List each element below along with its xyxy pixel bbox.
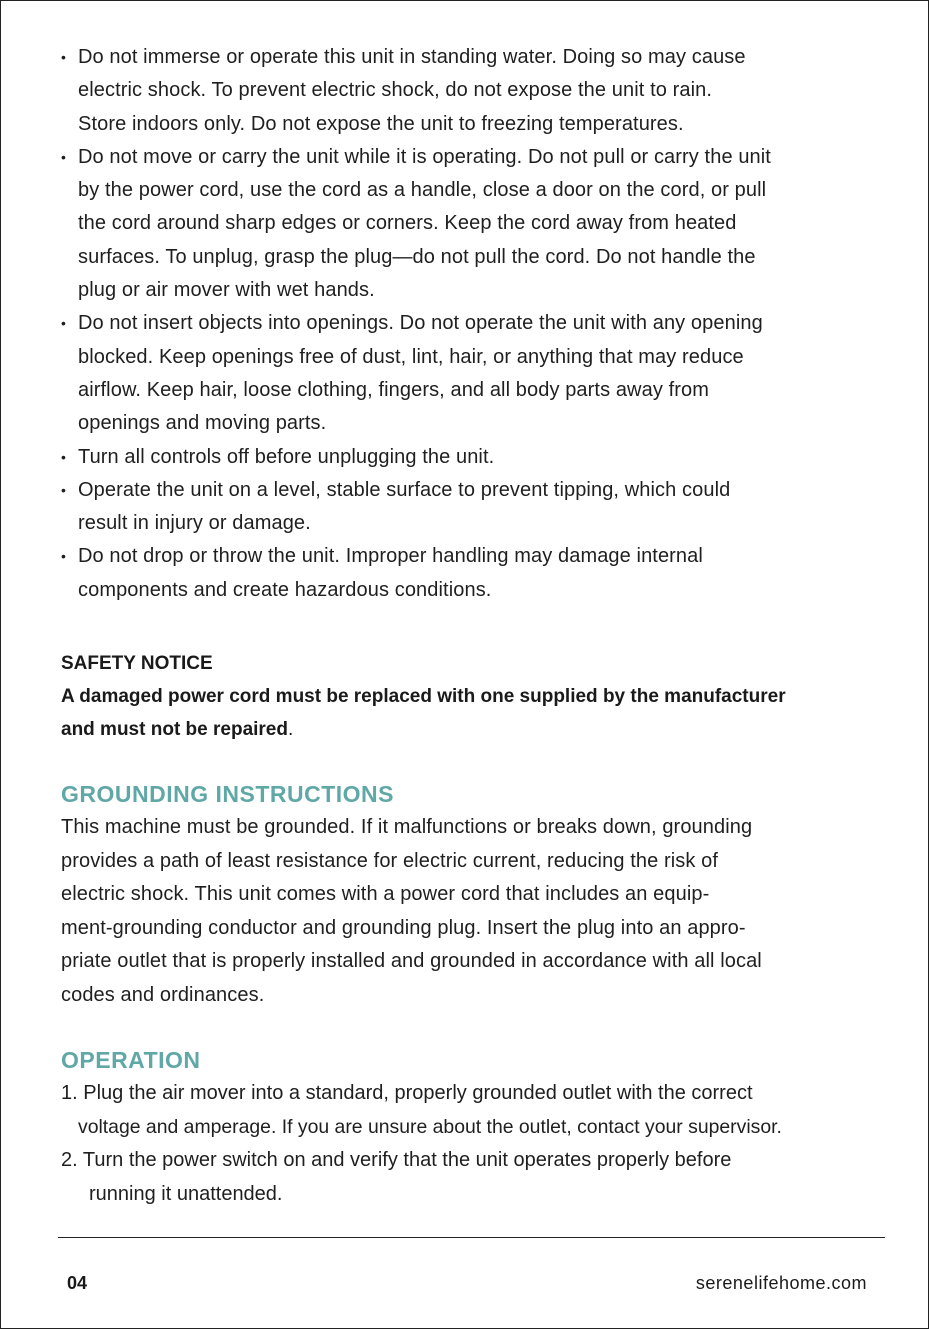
operation-heading: OPERATION [61, 1047, 201, 1074]
warning-line: Store indoors only. Do not expose the unit to freezing temperatures. [78, 112, 684, 135]
bullet-icon: • [61, 148, 67, 165]
operation-steps [61, 1077, 881, 1211]
grounding-line: electric shock. This unit comes with a power cord that includes an equip- [61, 883, 710, 906]
warning-line: the cord around sharp edges or corners. Keep the cord away from heated [78, 212, 737, 235]
step-line: running it unattended. [89, 1182, 283, 1205]
page-content [61, 41, 881, 1211]
warning-line: blocked. Keep openings free of dust, lint, hair, or anything that may reduce [78, 345, 744, 368]
grounding-line: This machine must be grounded. If it malfunctions or breaks down, grounding [61, 816, 753, 839]
warning-item [61, 307, 881, 440]
safety-notice-line: and must not be repaired [61, 719, 288, 741]
warning-item [61, 540, 881, 607]
safety-notice [61, 647, 881, 746]
warning-line: Do not insert objects into openings. Do not operate the unit with any opening [78, 312, 763, 335]
bullet-icon: • [61, 481, 67, 498]
operation-step [61, 1144, 881, 1211]
grounding-line: ment-grounding conductor and grounding plug. Insert the plug into an appro- [61, 916, 746, 939]
safety-notice-period: . [287, 719, 294, 741]
warning-line: Do not move or carry the unit while it is operating. Do not pull or carry the unit [78, 145, 771, 168]
warning-line: result in injury or damage. [78, 512, 311, 535]
grounding-heading: GROUNDING INSTRUCTIONS [61, 781, 394, 808]
grounding-line: codes and ordinances. [61, 983, 265, 1006]
warning-line: openings and moving parts. [78, 412, 327, 435]
website-url: serenelifehome.com [695, 1273, 867, 1293]
warning-item [61, 141, 881, 307]
warning-line: components and create hazardous conditions. [78, 578, 492, 601]
bullet-icon: • [61, 49, 67, 65]
grounding-line: priate outlet that is properly installed and grounded in accordance with all local [61, 950, 762, 973]
warning-line: Do not drop or throw the unit. Improper handling may damage internal [78, 545, 703, 568]
grounding-line: provides a path of least resistance for electric current, reducing the risk of [61, 849, 718, 872]
grounding-paragraph [61, 811, 881, 1012]
step-line: 1. Plug the air mover into a standard, properly grounded outlet with the correct [61, 1082, 753, 1105]
warning-item [61, 474, 881, 541]
page-number: 04 [67, 1273, 88, 1293]
warning-line: by the power cord, use the cord as a handle, close a door on the cord, or pull [78, 179, 767, 202]
bullet-icon: • [61, 315, 67, 332]
warning-line: Do not immerse or operate this unit in standing water. Doing so may cause [78, 46, 746, 68]
footer-divider [58, 1237, 885, 1238]
warning-line: Turn all controls off before unplugging the unit. [78, 445, 495, 468]
grounding-section [61, 777, 881, 1012]
warning-line: plug or air mover with wet hands. [78, 279, 375, 302]
safety-notice-text [61, 680, 881, 746]
operation-step [61, 1077, 881, 1144]
safety-notice-heading: SAFETY NOTICE [61, 653, 213, 675]
safety-notice-line: A damaged power cord must be replaced with one supplied by the manufacturer [61, 686, 786, 708]
warning-line: airflow. Keep hair, loose clothing, fingers, and all body parts away from [78, 378, 709, 401]
warning-line: Operate the unit on a level, stable surface to prevent tipping, which could [78, 478, 731, 501]
warning-line: surfaces. To unplug, grasp the plug—do not pull the cord. Do not handle the [78, 245, 756, 268]
warning-list [61, 41, 881, 607]
operation-section [61, 1043, 881, 1211]
warning-line: electric shock. To prevent electric shock, do not expose the unit to rain. [78, 79, 713, 102]
step-line: voltage and amperage. If you are unsure about the outlet, contact your supervisor. [78, 1115, 782, 1138]
warning-item [61, 441, 881, 474]
bullet-icon: • [61, 448, 67, 465]
warning-item [61, 41, 881, 141]
bullet-icon: • [61, 548, 67, 565]
step-line: 2. Turn the power switch on and verify that the unit operates properly before [61, 1149, 732, 1172]
